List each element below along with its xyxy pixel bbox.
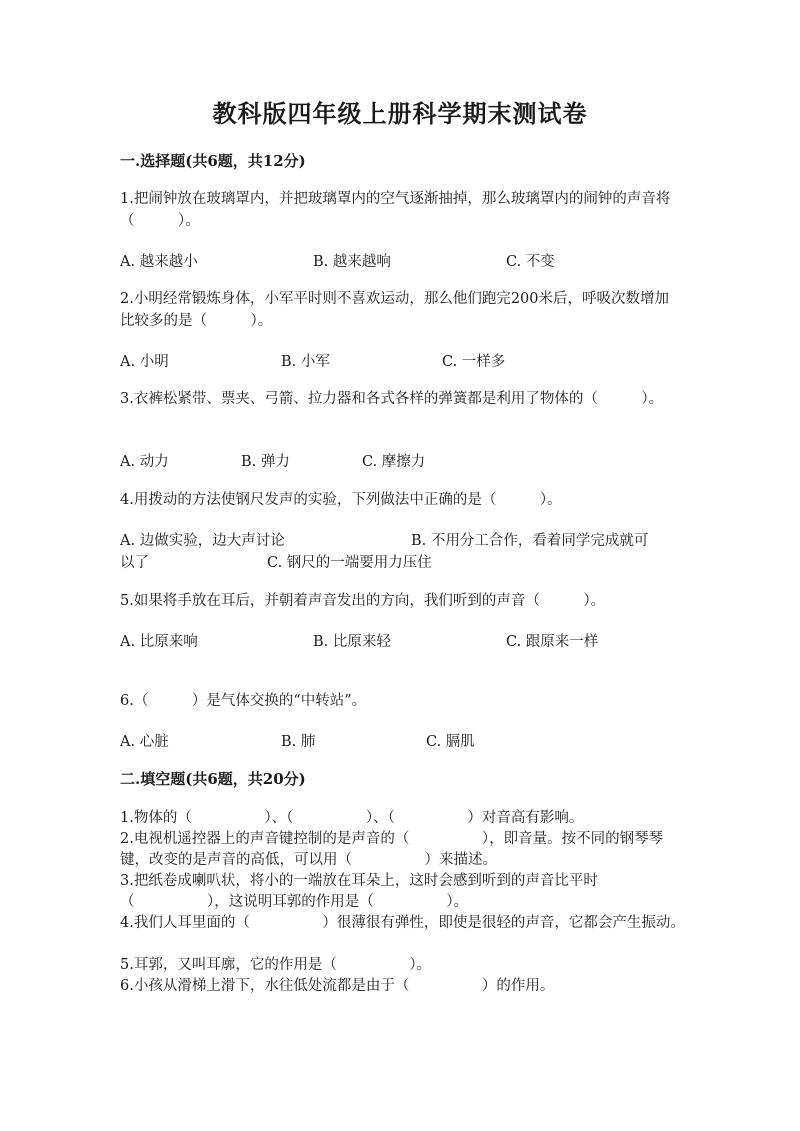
fill-item-6: 6.小孩从滑梯上滑下，水往低处流都是由于（ ）的作用。 bbox=[120, 978, 555, 994]
fill-item-1: 1.物体的（ ）、（ ）、（ ）对音高有影响。 bbox=[120, 810, 584, 826]
q5-option-a: A. 比原来响 bbox=[120, 634, 198, 650]
q5-option-b: B. 比原来轻 bbox=[313, 634, 391, 650]
q1-option-a: A. 越来越小 bbox=[120, 254, 198, 270]
q6-option-a: A. 心脏 bbox=[120, 734, 169, 750]
q3-option-c: C. 摩擦力 bbox=[362, 454, 426, 470]
question-1: 1.把闹钟放在玻璃罩内，并把玻璃罩内的空气逐渐抽掉，那么玻璃罩内的闹钟的声音将（ ）。 bbox=[120, 191, 671, 229]
q4-option-b: B. 不用分工合作，看着同学完成就可 bbox=[411, 533, 649, 549]
q6-option-b: B. 肺 bbox=[281, 734, 316, 750]
question-6: 6.（ ）是气体交换的“中转站”。 bbox=[120, 693, 367, 709]
q2-option-c: C. 一样多 bbox=[442, 354, 506, 370]
fill-item-4: 4.我们人耳里面的（ ）很薄很有弹性，即使是很轻的声音，它都会产生振动。 bbox=[120, 915, 685, 931]
page-title: 教科版四年级上册科学期末测试卷 bbox=[212, 99, 588, 128]
q4-option-b-cont: 以了 bbox=[120, 555, 149, 571]
q4-option-a: A. 边做实验，边大声讨论 bbox=[120, 533, 285, 549]
q3-option-b: B. 弹力 bbox=[241, 454, 290, 470]
fill-item-5: 5.耳郭，又叫耳廓，它的作用是（ ）。 bbox=[120, 957, 432, 973]
q2-option-b: B. 小军 bbox=[281, 354, 330, 370]
question-2: 2.小明经常锻炼身体，小军平时则不喜欢运动，那么他们跑完200米后，呼吸次数增加比较多的是（ ）。 bbox=[120, 291, 670, 329]
section-heading-choice: 一.选择题(共6题，共12分) bbox=[120, 152, 306, 170]
q1-option-b: B. 越来越响 bbox=[313, 254, 391, 270]
fill-item-3: 3.把纸卷成喇叭状，将小的一端放在耳朵上，这时会感到听到的声音比平时（ ），这说明耳郭的作用是（ ）。 bbox=[120, 873, 598, 910]
fill-item-2: 2.电视机遥控器上的声音键控制的是声音的（ ），即音量。按不同的钢琴琴键，改变的是声音的高低，可以用（ ）来描述。 bbox=[120, 831, 664, 868]
q6-option-c: C. 膈肌 bbox=[426, 734, 475, 750]
q2-option-a: A. 小明 bbox=[120, 354, 169, 370]
question-3: 3.衣裤松紧带、票夹、弓箭、拉力器和各式各样的弹簧都是利用了物体的（ ）。 bbox=[120, 391, 664, 407]
question-5: 5.如果将手放在耳后，并朝着声音发出的方向，我们听到的声音（ ）。 bbox=[120, 593, 606, 609]
section-heading-fill: 二.填空题(共6题，共20分) bbox=[120, 770, 306, 788]
q4-option-c: C. 钢尺的一端要用力压住 bbox=[267, 555, 432, 571]
q1-option-c: C. 不变 bbox=[506, 254, 555, 270]
q5-option-c: C. 跟原来一样 bbox=[506, 634, 599, 650]
question-4: 4.用拨动的方法使钢尺发声的实验，下列做法中正确的是（ ）。 bbox=[120, 492, 562, 508]
q3-option-a: A. 动力 bbox=[120, 454, 169, 470]
